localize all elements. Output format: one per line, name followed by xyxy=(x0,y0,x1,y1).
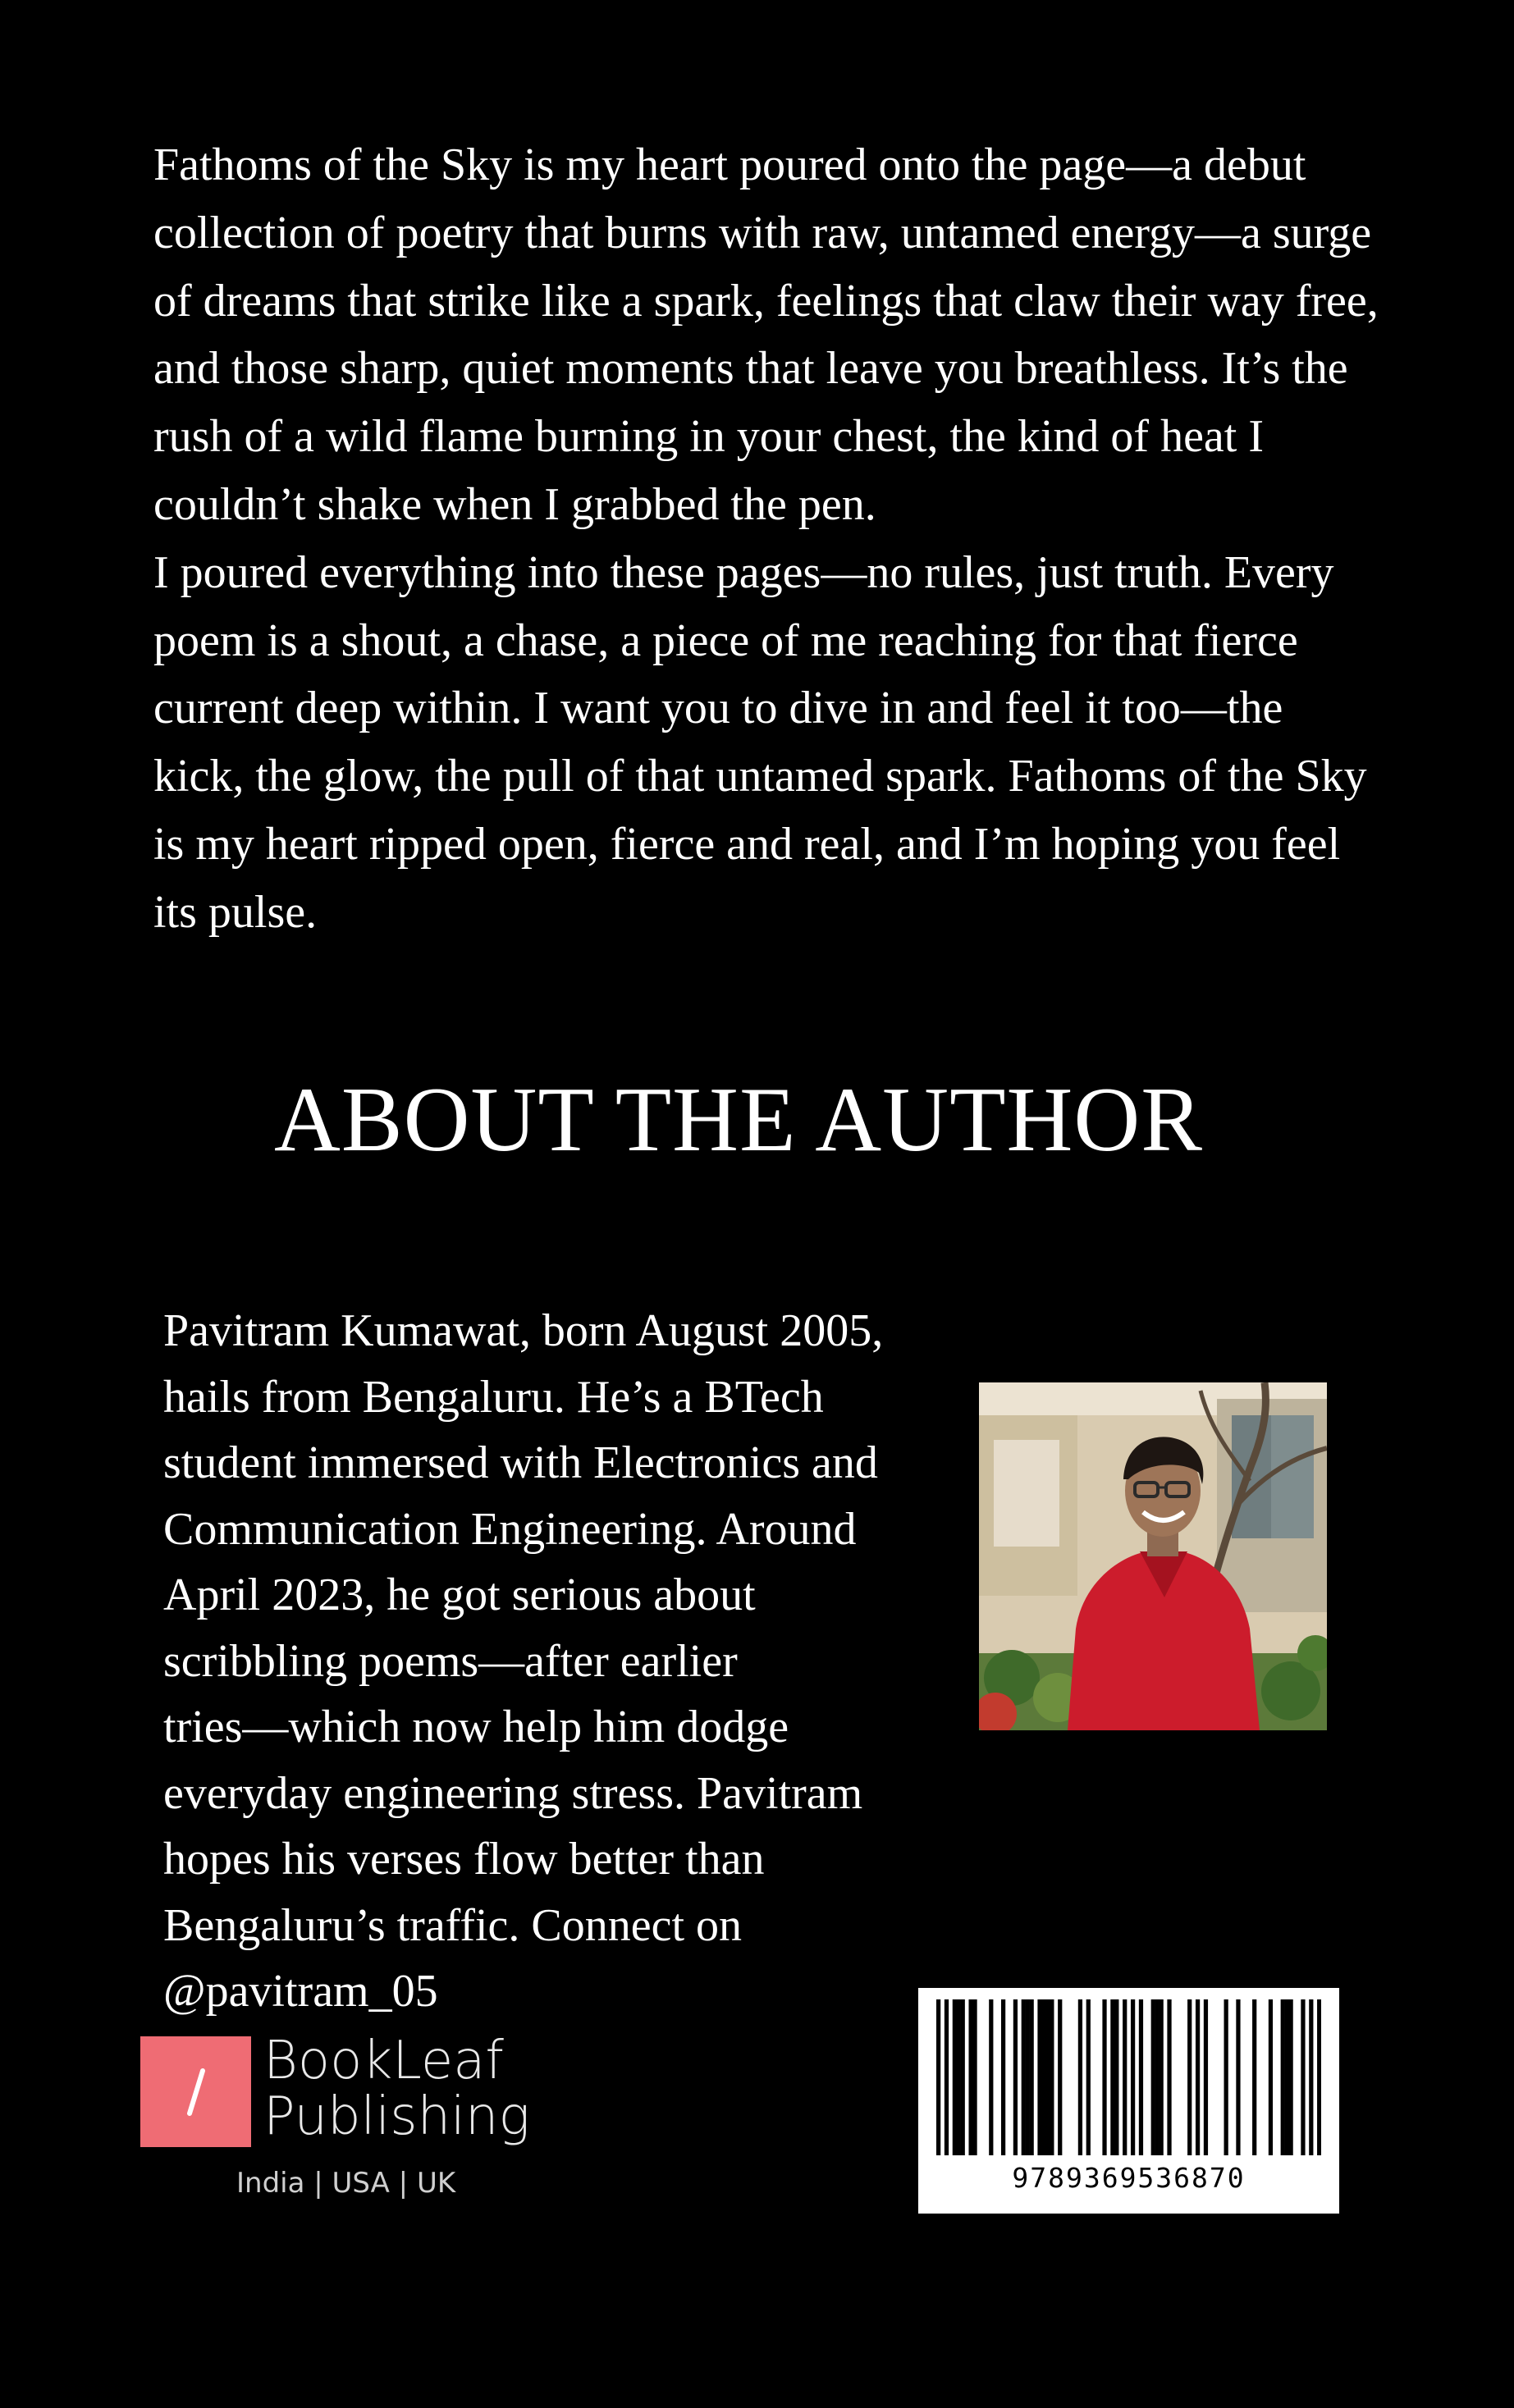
barcode-bar xyxy=(972,1999,977,2155)
barcode-bar xyxy=(1301,1999,1305,2155)
barcode-bar xyxy=(953,1999,957,2155)
blurb-paragraph: Fathoms of the Sky is my heart poured onto the page—a debut collection of poetry that burns with raw, untamed energy—a surge of dreams that strike like a spark, feelings that claw their way free, and those sharp, quiet moments that leave you breathless. It’s the rush of a wild flame burning in your chest, the kind of heat I couldn’t shake when I grabbed the pen. xyxy=(153,139,1379,530)
publisher-name xyxy=(263,2033,530,2145)
barcode-bar xyxy=(1026,1999,1030,2155)
bio-line: April 2023, he got serious about xyxy=(163,1570,756,1620)
barcode-bar xyxy=(1289,1999,1293,2155)
barcode-bar xyxy=(1269,1999,1273,2155)
barcode-bars xyxy=(936,1999,1321,2155)
barcode-bar xyxy=(968,1999,972,2155)
barcode-bar xyxy=(1285,1999,1289,2155)
barcode-bar xyxy=(1078,1999,1082,2155)
isbn-barcode xyxy=(918,1988,1339,2214)
bio-line: everyday engineering stress. Pavitram xyxy=(163,1767,863,1819)
barcode-bar xyxy=(1045,1999,1050,2155)
bio-line: tries—which now help him dodge xyxy=(163,1702,789,1752)
author-photo xyxy=(979,1382,1327,1730)
bio-line: student immersed with Electronics and xyxy=(163,1437,878,1488)
blurb-paragraph: I poured everything into these pages—no rules, just truth. Every poem is a shout, a chase, a piece of me reaching for that fierce current deep within. I want you to dive in and feel it too—the kick, the glow, the pull of that untamed spark. Fathoms of the Sky is my heart ripped open, fierce and real, and I’m hoping you feel its pulse. xyxy=(153,546,1367,938)
barcode-bar xyxy=(989,1999,993,2155)
barcode-bar xyxy=(1013,1999,1018,2155)
barcode-bar xyxy=(1102,1999,1106,2155)
barcode-bar xyxy=(1309,1999,1313,2155)
bio-line: hails from Bengaluru. He’s a BTech xyxy=(163,1371,824,1423)
barcode-bar xyxy=(957,1999,961,2155)
barcode-bar xyxy=(1131,1999,1135,2155)
barcode-bar xyxy=(1139,1999,1143,2155)
bio-line: @pavitram_05 xyxy=(163,1966,438,2017)
isbn-number: 9789369536870 xyxy=(1012,2162,1246,2194)
publisher-mark xyxy=(140,2036,251,2147)
barcode-bar xyxy=(1187,1999,1192,2155)
barcode-bar xyxy=(1196,1999,1200,2155)
barcode-bar xyxy=(1167,1999,1171,2155)
bio-line: Pavitram Kumawat, born August 2005, xyxy=(163,1305,884,1356)
publisher-regions: India | USA | UK xyxy=(236,2167,456,2200)
barcode-bar xyxy=(1252,1999,1256,2155)
barcode-bar xyxy=(1204,1999,1208,2155)
barcode-bar xyxy=(1030,1999,1034,2155)
bio-line: Communication Engineering. Around xyxy=(163,1503,857,1555)
barcode-bar xyxy=(1041,1999,1045,2155)
barcode-bar xyxy=(1058,1999,1062,2155)
publisher-name-line: BookLeaf xyxy=(263,2031,504,2091)
barcode-bar xyxy=(1151,1999,1155,2155)
book-blurb xyxy=(153,131,1384,947)
barcode-bar xyxy=(1050,1999,1054,2155)
barcode-bar xyxy=(1123,1999,1127,2155)
publisher-name-line: Publishing xyxy=(263,2086,530,2147)
barcode-bar xyxy=(945,1999,949,2155)
slash-icon xyxy=(140,2036,251,2147)
barcode-bar xyxy=(1001,1999,1005,2155)
barcode-bar xyxy=(1160,1999,1164,2155)
barcode-bar xyxy=(1086,1999,1091,2155)
barcode-bar xyxy=(1317,1999,1321,2155)
barcode-bar xyxy=(1110,1999,1114,2155)
barcode-bar xyxy=(961,1999,965,2155)
bio-line: hopes his verses flow better than xyxy=(163,1834,765,1885)
barcode-bar xyxy=(1037,1999,1041,2155)
barcode-bar xyxy=(1022,1999,1026,2155)
barcode-bar xyxy=(1281,1999,1285,2155)
barcode-bar xyxy=(1236,1999,1240,2155)
barcode-bar xyxy=(1155,1999,1160,2155)
barcode-bar xyxy=(1224,1999,1228,2155)
barcode-bar xyxy=(1114,1999,1118,2155)
author-bio xyxy=(163,1298,992,2025)
bio-line: Bengaluru’s traffic. Connect on xyxy=(163,1899,743,1951)
about-author-heading: ABOUT THE AUTHOR xyxy=(274,1069,1203,1171)
barcode-bar xyxy=(936,1999,940,2155)
bio-line: scribbling poems—after earlier xyxy=(163,1635,738,1687)
